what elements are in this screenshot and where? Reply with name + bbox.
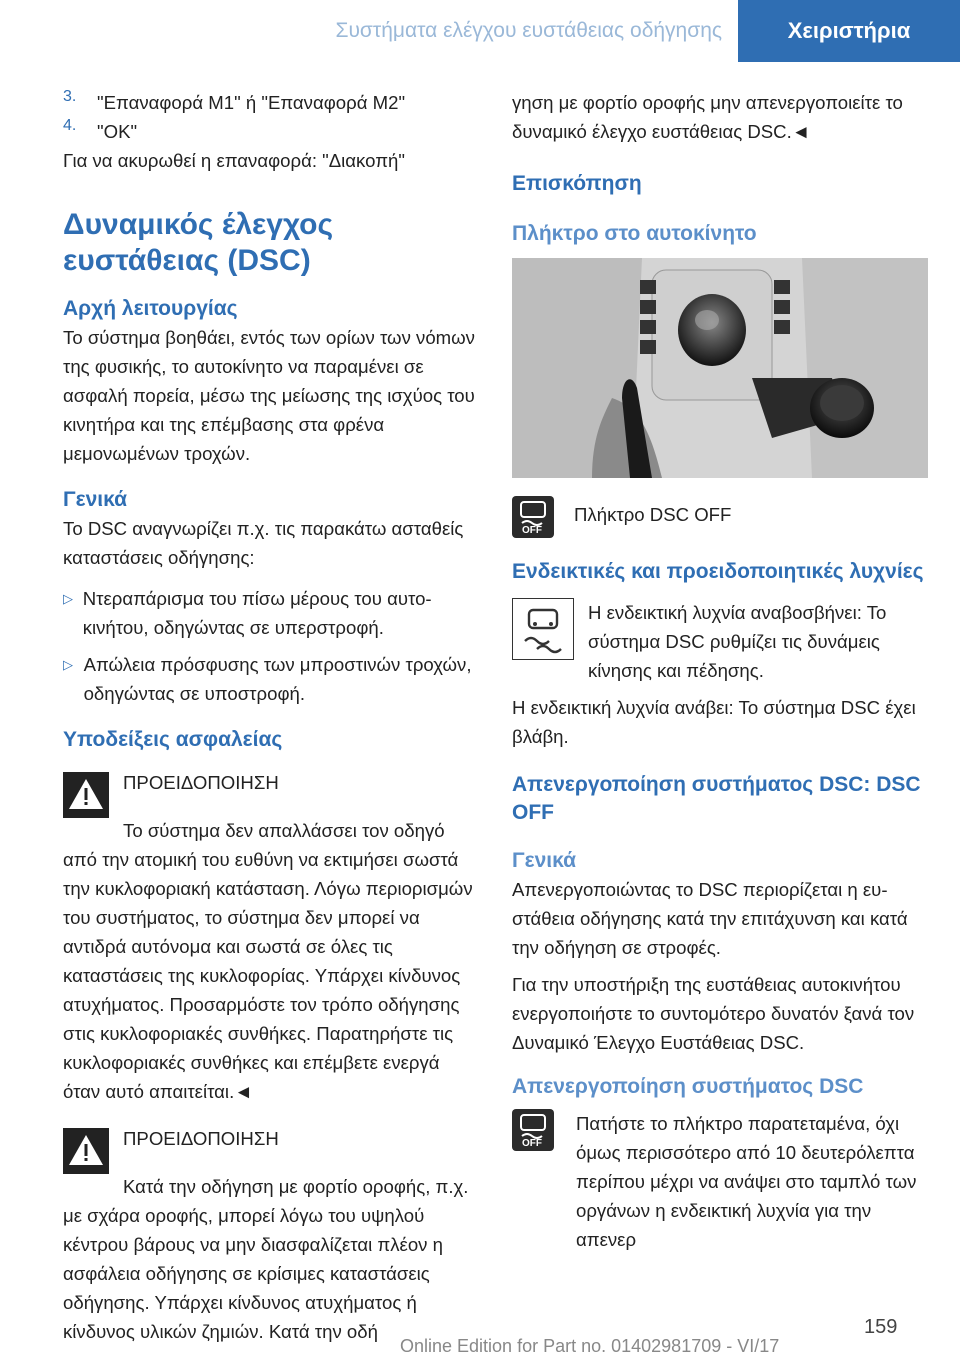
principle-heading: Αρχή λειτουργίας bbox=[63, 297, 238, 320]
step-text: "Επαναφορά M1" ή "Επαναφορά M2" bbox=[97, 92, 406, 113]
warning-icon bbox=[63, 1128, 109, 1174]
overview-heading: Επισκόπηση bbox=[512, 172, 642, 195]
warning-label: ΠΡΟΕΙΔΟΠΟΙΗΣΗ bbox=[123, 1128, 279, 1149]
warning-block bbox=[63, 1124, 479, 1346]
bullet-triangle-icon: ▷ bbox=[63, 657, 73, 672]
warning-text: Το σύστημα δεν απαλλάσσει τον οδηγό από την ατομική του ευθύνη να εκτιμήσει σωστά την κυκλοφοριακή κατάσταση. Λόγω περιορισμών του συστήματος, το σύστημα δεν μπορεί να αντιδρά αυτόνομα και σωστά σε όλες τις καταστάσεις της κυκλοφορίας. Υπάρχει κίνδυνος ατυχήματος. Προσαρμόστε τον τρόπο οδήγησης στις κυκλοφοριακές συνθήκες. Παρατηρήστε τις κυκλοφοριακές συνθήκες και επέμβετε ενεργά όταν αυτό απαιτείται.◄ bbox=[63, 820, 473, 1102]
general-heading: Γενικά bbox=[63, 488, 128, 511]
safety-heading: Υποδείξεις ασφαλείας bbox=[63, 728, 283, 751]
step-4 bbox=[63, 117, 479, 146]
dsc-button-row bbox=[512, 496, 928, 538]
lit-text: Η ενδεικτική λυχνία ανάβει: Το σύστημα DSC έχει βλάβη. bbox=[512, 697, 916, 747]
step-number: 3. bbox=[63, 88, 77, 105]
warning-icon bbox=[63, 772, 109, 818]
edition-footer: Online Edition for Part no. 01402981709 - VI/17 bbox=[400, 1336, 780, 1356]
dsc-off-button-icon bbox=[512, 1109, 554, 1151]
chapter-tab[interactable]: Χειριστήρια bbox=[738, 0, 960, 62]
deactivate2-text: Πατήστε το πλήκτρο παρατεταμένα, όχι όμως περισσότερο από 10 δευτερόλεπτα περίπου μέχρι να ανάψει στο ταμπλό των οργάνων η ενδεικτική λυχνία για την απενερ bbox=[576, 1113, 917, 1250]
general-text: Το DSC αναγνωρίζει π.χ. τις παρακάτω ασταθείς καταστάσεις οδήγησης: bbox=[63, 518, 464, 568]
step-3 bbox=[63, 88, 479, 117]
dsc-off-button-icon bbox=[512, 496, 554, 538]
general-heading-right: Γενικά bbox=[512, 849, 577, 872]
general-text-2: Για την υποστήριξη της ευστάθειας αυτοκινήτου ενεργοποιήστε το συντομότερο δυνατόν ξανά τον Δυναμικό Έλεγχο Ευστάθειας DSC. bbox=[512, 974, 915, 1053]
deactivate-heading: Απενεργοποίηση συστήματος DSC: DSC OFF bbox=[512, 773, 921, 824]
dsc-button-caption: Πλήκτρο DSC OFF bbox=[574, 504, 732, 525]
console-photo bbox=[512, 258, 928, 478]
section-title: Συστήματα ελέγχου ευστάθειας οδήγησης bbox=[0, 0, 738, 62]
warning-label: ΠΡΟΕΙΔΟΠΟΙΗΣΗ bbox=[123, 772, 279, 793]
warning-text: Κατά την οδήγηση με φορτίο οροφής, π.χ. με σχάρα οροφής, μπορεί λόγω του υψηλού κέντρου βάρους να μην διασφαλίζεται πλέον η ασφάλεια οδήγησης σε κρίσιμες καταστάσεις οδήγησης. Υπάρχει κίνδυνος ατυχήματος ή κίνδυνος υλικών ζημιών. Κατά την οδή bbox=[63, 1176, 469, 1342]
continued-text: γηση με φορτίο οροφής μην απενεργοποιείτε το δυναμικό έλεγχο ευστάθειας DSC.◄ bbox=[512, 92, 903, 142]
indicator-row bbox=[512, 598, 928, 685]
step-number: 4. bbox=[63, 117, 77, 134]
step-text: "OK" bbox=[97, 121, 138, 142]
bullet-item bbox=[63, 584, 479, 642]
deactivate2-heading: Απενεργοποίηση συστήματος DSC bbox=[512, 1075, 864, 1098]
bullet-triangle-icon: ▷ bbox=[63, 591, 73, 606]
warning-block bbox=[63, 768, 479, 1106]
principle-text: Το σύστημα βοηθάει, εντός των ορίων των νόmων της φυσικής, το αυτοκίνητο να παραμένει σε ασφαλή πορεία, μέσω της μείωσης της ισχύος του κινητήρα και της επέμβασης στα φρένα μεμονωμένων τροχών. bbox=[63, 327, 475, 464]
dsc-off-label: OFF bbox=[522, 525, 542, 536]
bullet-text: Ντεραπάρισμα του πίσω μέρους του αυτοκινήτου, οδηγώντας σε υπερστροφή. bbox=[82, 588, 432, 638]
general-text-1: Απενεργοποιώντας το DSC περιορίζεται η ευστάθεια οδήγησης κατά την επιτάχυνση και κατά την οδήγηση σε στροφές. bbox=[512, 879, 908, 958]
left-column bbox=[63, 88, 479, 1346]
deactivate-row bbox=[512, 1109, 928, 1254]
right-column bbox=[512, 88, 928, 1254]
dsc-off-label: OFF bbox=[522, 1138, 542, 1149]
indicator-heading: Ενδεικτικές και προειδοποιητικές λυχνίες bbox=[512, 560, 924, 583]
bullet-item bbox=[63, 650, 479, 708]
flash-text: Η ενδεικτική λυχνία αναβοσβήνει: Το σύστημα DSC ρυθμίζει τις δυνάμεις κίνησης και πέδησης. bbox=[588, 602, 887, 681]
page-header bbox=[0, 0, 960, 62]
button-heading: Πλήκτρο στο αυτοκίνητο bbox=[512, 222, 757, 245]
stability-warning-lamp-icon bbox=[512, 598, 574, 660]
bullet-text: Απώλεια πρόσφυσης των μπροστινών τροχών, οδηγώντας σε υποστροφή. bbox=[83, 654, 472, 704]
section-heading-dsc: Δυναμικός έλεγχος ευστάθειας (DSC) bbox=[63, 208, 334, 277]
cancel-text: Για να ακυρωθεί η επαναφορά: "Διακοπή" bbox=[63, 150, 405, 171]
page-number: 159 bbox=[864, 1316, 898, 1338]
